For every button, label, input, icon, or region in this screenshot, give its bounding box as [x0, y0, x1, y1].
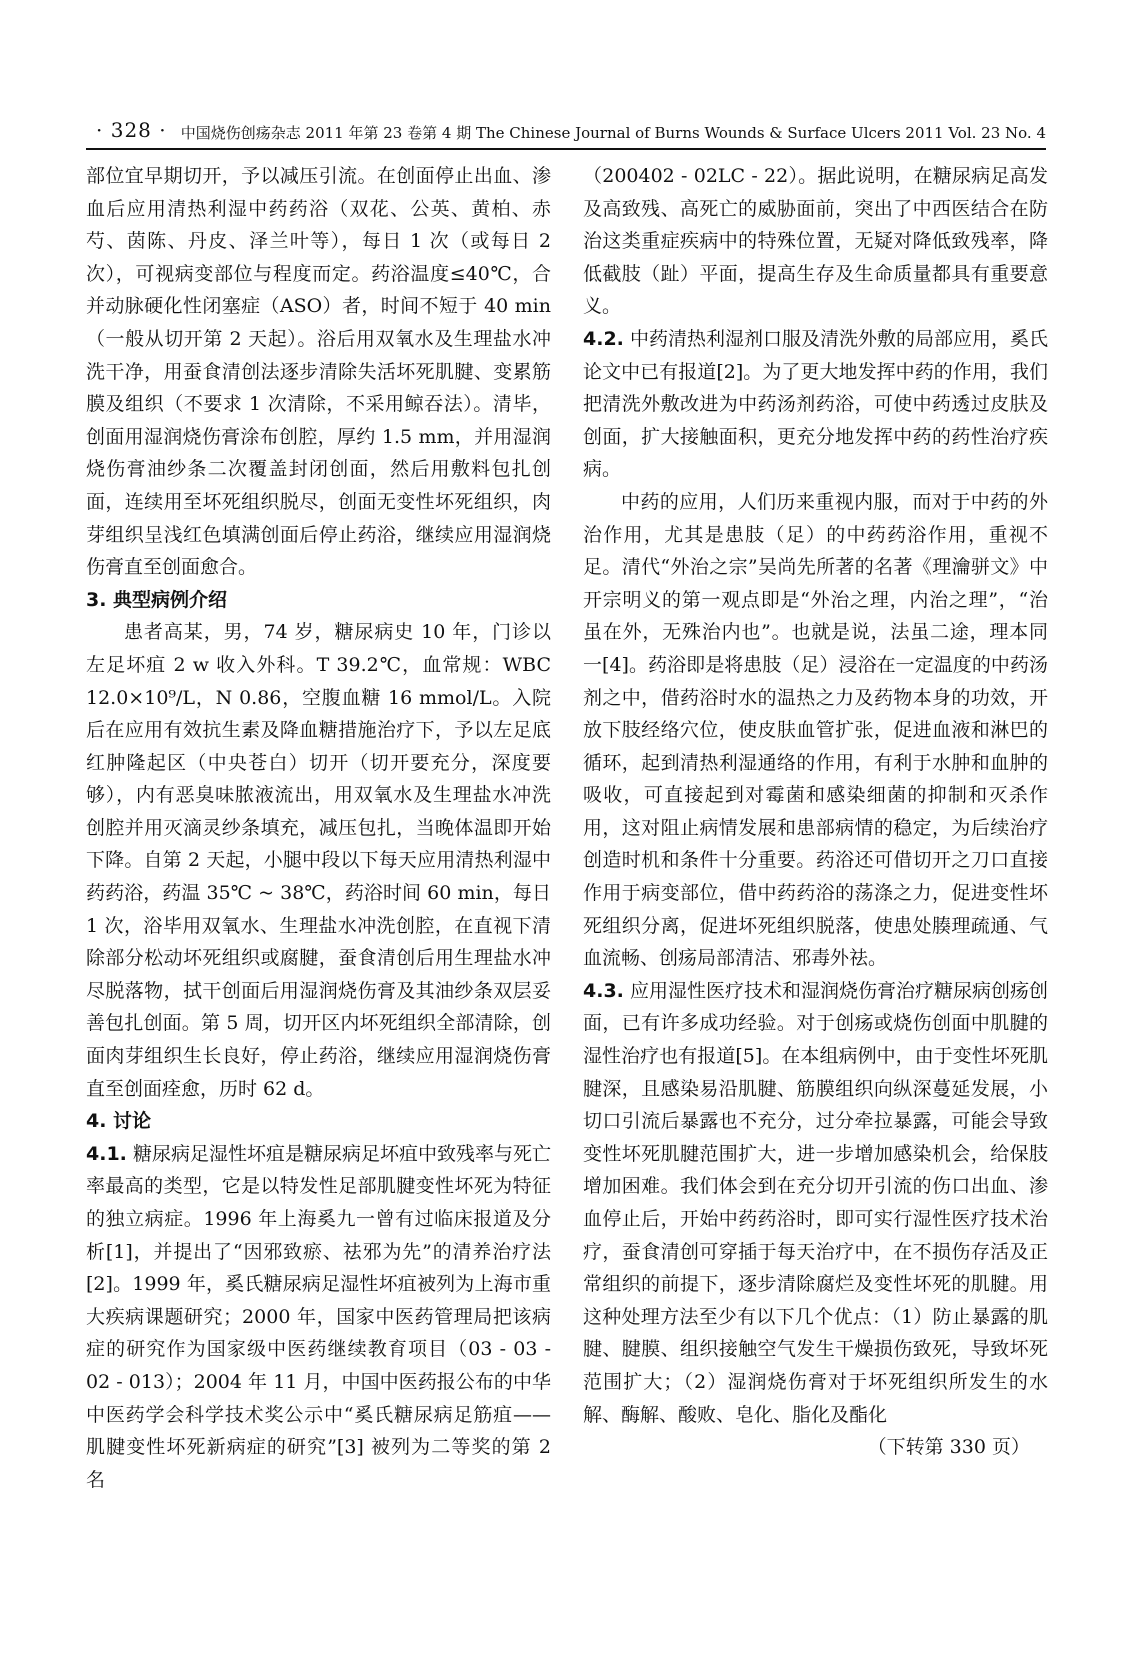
paragraph-4-3-text: 应用湿性医疗技术和湿润烧伤膏治疗糖尿病创疡创面，已有许多成功经验。对于创疡或烧伤创面中肌腱的湿性治疗也有报道[5]。在本组病例中，由于变性坏死肌腱深，且感染易沿肌腱、筋膜组织向纵深蔓延发展，小切口引流后暴露也不充分，过分牵拉暴露，可能会导致变性坏死肌腱范围扩大，进一步增加感染机会，给保肢增加困难。我们体会到在充分切开引流的伤口出血、渗血停止后，开始中药药浴时，即可实行湿性医疗技术治疗，蚕食清创可穿插于每天治疗中，在不损伤存活及正常组织的前提下，逐步清除腐烂及变性坏死的肌腱。用这种处理方法至少有以下几个优点：（1）防止暴露的肌腱、腱膜、组织接触空气发生干燥损伤致死，导致坏死范围扩大；（2）湿润烧伤膏对于坏死组织所发生的水解、酶解、酸败、皂化、脂化及酯化	[583, 979, 1048, 1426]
paragraph-discussion-continued: （200402 - 02LC - 22）。据此说明，在糖尿病足高发及高致残、高死亡的威胁面前，突出了中西医结合在防治这类重症疾病中的特殊位置，无疑对降低致残率，降低截肢（趾）平面，提高生存及生命质量都具有重要意义。	[583, 165, 1048, 318]
page-number: · 328 ·	[96, 118, 167, 142]
paragraph-discussion-4-1	[86, 1138, 551, 1497]
subsection-number-4-1: 4.1.	[86, 1142, 127, 1165]
paragraph-case-report: 患者高某，男，74 岁，糖尿病史 10 年，门诊以左足坏疽 2 w 收入外科。T 39.2℃，血常规：WBC 12.0×10⁹/L，N 0.86，空腹血糖 16 mmol/L。入院后在应用有效抗生素及降血糖措施治疗下，予以左足底红肿隆起区（中央苍白）切开（切开要充分，深度要够），内有恶臭味脓液流出，用双氧水及生理盐水冲洗创腔并用灭滴灵纱条填充，减压包扎，当晚体温即开始下降。自第 2 天起，小腿中段以下每天应用清热利湿中药药浴，药温 35℃ ~ 38℃，药浴时间 60 min，每日 1 次，浴毕用双氧水、生理盐水冲洗创腔，在直视下清除部分松动坏死组织或腐腱，蚕食清创后用生理盐水冲尽脱落物，拭干创面后用湿润烧伤膏及其油纱条双层妥善包扎创面。第 5 周，切开区内坏死组织全部清除，创面肉芽组织生长良好，停止药浴，继续应用湿润烧伤膏直至创面痊愈，历时 62 d。	[86, 621, 551, 1100]
section-title-case-report: 3. 典型病例介绍	[86, 588, 228, 611]
right-column	[583, 160, 1048, 1464]
running-head: 中国烧伤创疡杂志 2011 年第 23 卷第 4 期 The Chinese Journal of Burns Wounds & Surface Ulcers 2011 Vol. 23 No. 4	[180, 124, 1046, 142]
paragraph-herbal-bath: 中药的应用，人们历来重视内服，而对于中药的外治作用，尤其是患肢（足）的中药药浴作用，重视不足。清代“外治之宗”吴尚先所著的名著《理瀹骈文》中开宗明义的第一观点即是“外治之理，内治之理”，“治虽在外，无殊治内也”。也就是说，法虽二途，理本同一[4]。药浴即是将患肢（足）浸浴在一定温度的中药汤剂之中，借药浴时水的温热之力及药物本身的功效，开放下肢经络穴位，使皮肤血管扩张，促进血液和淋巴的循环，起到清热利湿通络的作用，有利于水肿和血肿的吸收，可直接起到对霉菌和感染细菌的抑制和灭杀作用，这对阻止病情发展和患部病情的稳定，为后续治疗创造时机和条件十分重要。药浴还可借切开之刀口直接作用于病变部位，借中药药浴的荡涤之力，促进变性坏死组织分离，促进坏死组织脱落，使患处腠理疏通、气血流畅、创疡局部清洁、邪毒外祛。	[583, 490, 1048, 970]
subsection-number-4-2: 4.2.	[583, 327, 624, 350]
section-title-discussion: 4. 讨论	[86, 1110, 152, 1133]
paragraph-4-2-text: 中药清热利湿剂口服及清洗外敷的局部应用，奚氏论文中已有报道[2]。为了更大地发挥中药的作用，我们把清洗外敷改进为中药汤剂药浴，可使中药透过皮肤及创面，扩大接触面积，更充分地发挥中药的药性治疗疾病。	[583, 327, 1048, 481]
left-column	[86, 160, 551, 1496]
paragraph-discussion-4-3	[583, 975, 1048, 1431]
subsection-number-4-3: 4.3.	[583, 979, 624, 1002]
paragraph-discussion-4-2	[583, 323, 1048, 486]
paragraph-method-continued: 部位宜早期切开，予以减压引流。在创面停止出血、渗血后应用清热利湿中药药浴（双花、公英、黄柏、赤芍、茵陈、丹皮、泽兰叶等），每日 1 次（或每日 2 次），可视病变部位与程度而定。药浴温度≤40℃，合并动脉硬化性闭塞症（ASO）者，时间不短于 40 min（一般从切开第 2 天起）。浴后用双氧水及生理盐水冲洗干净，用蚕食清创法逐步清除失活坏死肌腱、变累筋膜及组织（不要求 1 次清除，不采用鲸吞法）。清毕，创面用湿润烧伤膏涂布创腔，厚约 1.5 mm，并用湿润烧伤膏油纱条二次覆盖封闭创面，然后用敷料包扎创面，连续用至坏死组织脱尽，创面无变性坏死组织，肉芽组织呈浅红色填满创面后停止药浴，继续应用湿润烧伤膏直至创面愈合。	[86, 165, 551, 579]
page-header	[86, 118, 1046, 150]
paragraph-4-1-text: 糖尿病足湿性坏疽是糖尿病足坏疽中致残率与死亡率最高的类型，它是以特发性足部肌腱变性坏死为特征的独立病症。1996 年上海奚九一曾有过临床报道及分析[1]，并提出了“因邪致瘀、祛邪为先”的清养治疗法[2]。1999 年，奚氏糖尿病足湿性坏疽被列为上海市重大疾病课题研究；2000 年，国家中医药管理局把该病症的研究作为国家级中医药继续教育项目（03 - 03 - 02 - 013）；2004 年 11 月，中国中医药报公布的中华中医药学会科学技术奖公示中“奚氏糖尿病足筋疽——肌腱变性坏死新病症的研究”[3] 被列为二等奖的第 2 名	[86, 1142, 551, 1491]
continued-on-page-note: （下转第 330 页）	[867, 1436, 1030, 1459]
